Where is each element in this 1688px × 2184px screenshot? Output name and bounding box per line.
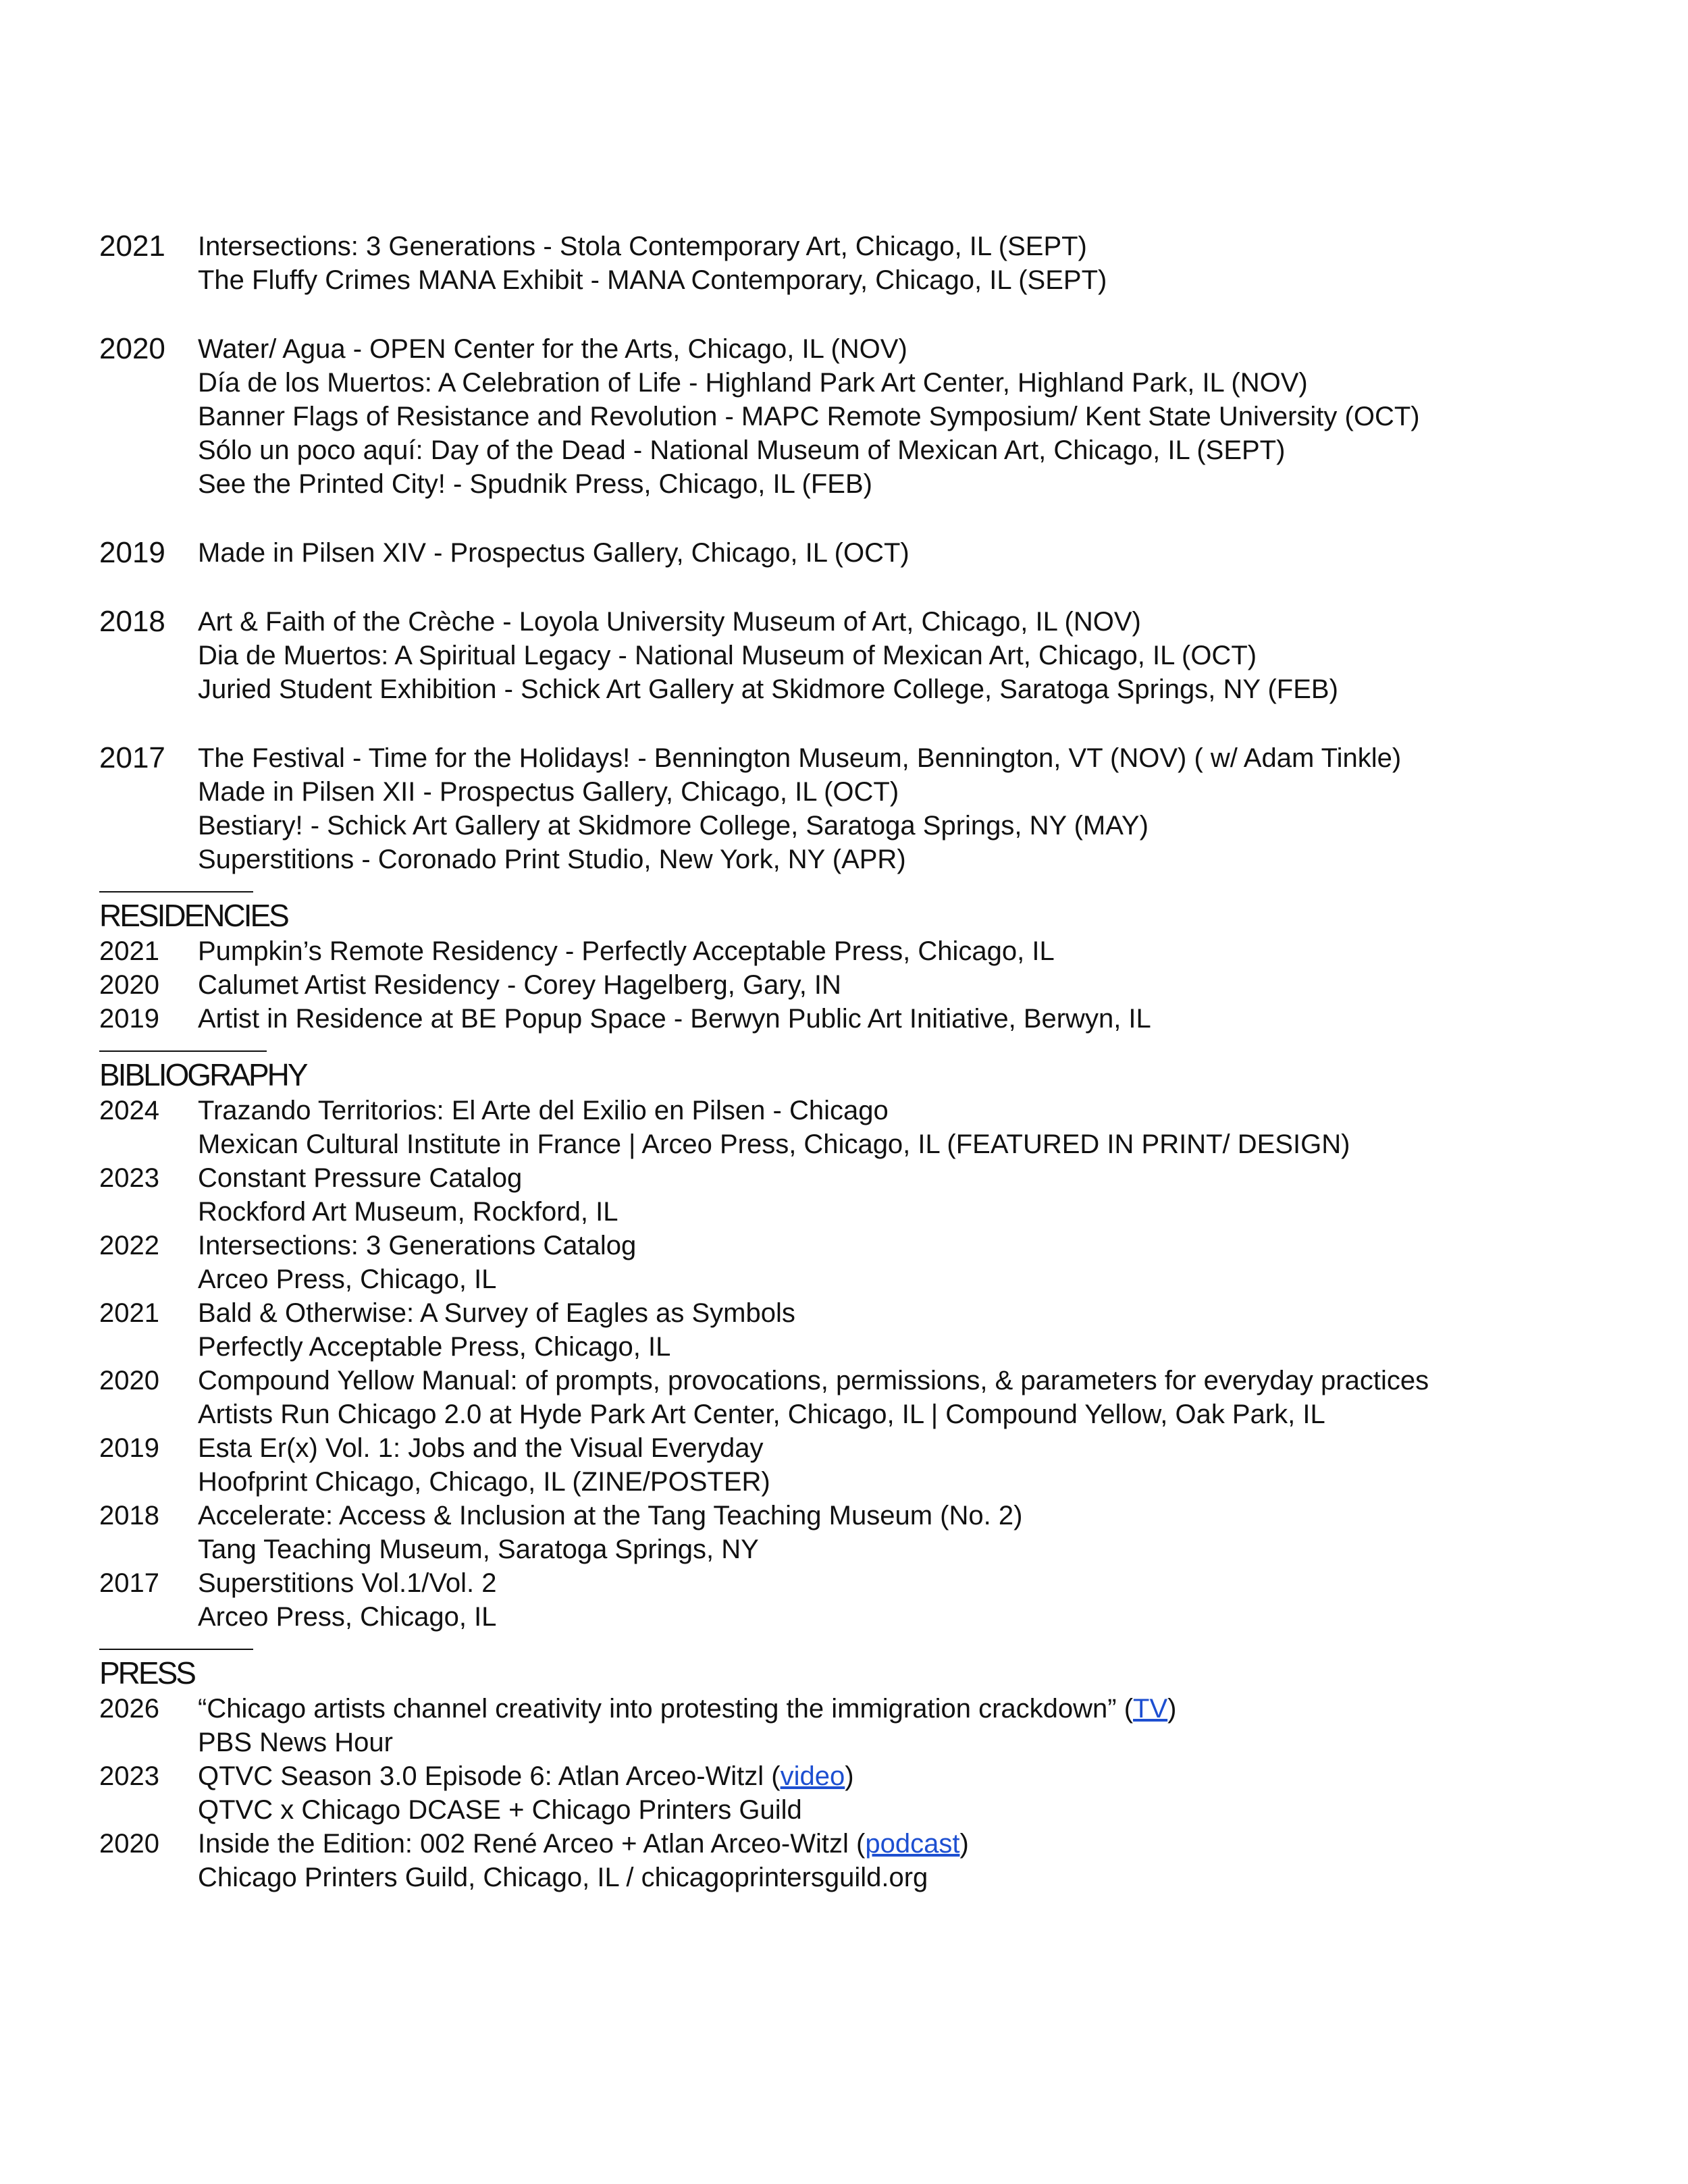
- bibliography-year: 2019: [99, 1433, 159, 1463]
- exhibition-line: [99, 843, 1618, 876]
- bibliography-year: 2022: [99, 1231, 159, 1260]
- exhibition-line: [99, 467, 1618, 501]
- bibliography-row: [99, 1330, 1618, 1364]
- press-year: 2026: [99, 1694, 159, 1724]
- spacer: [99, 706, 1618, 741]
- press-link-tv[interactable]: TV: [1133, 1694, 1168, 1724]
- exhibition-line: [99, 672, 1618, 706]
- exhibition-entry: Juried Student Exhibition - Schick Art Gallery at Skidmore College, Saratoga Springs, NY (FEB): [198, 674, 1338, 704]
- press-link-video[interactable]: video: [780, 1761, 845, 1791]
- bibliography-row: [99, 1533, 1618, 1566]
- exhibition-year-group: [99, 536, 1618, 570]
- press-title-close: ): [1167, 1694, 1177, 1724]
- bibliography-row: [99, 1262, 1618, 1296]
- exhibition-line: [99, 332, 1618, 366]
- bibliography-row: [99, 1296, 1618, 1330]
- bibliography-detail: Arceo Press, Chicago, IL: [198, 1602, 497, 1632]
- bibliography-row: [99, 1195, 1618, 1229]
- press-detail: QTVC x Chicago DCASE + Chicago Printers Guild: [198, 1795, 802, 1825]
- press-row: [99, 1861, 1618, 1894]
- bibliography-title: Compound Yellow Manual: of prompts, provocations, permissions, & parameters for everyday practices: [198, 1366, 1429, 1395]
- exhibition-year: 2017: [99, 741, 165, 774]
- bibliography-year: 2021: [99, 1298, 159, 1328]
- exhibition-line: [99, 775, 1618, 809]
- bibliography-row: [99, 1431, 1618, 1465]
- residency-entry: Pumpkin’s Remote Residency - Perfectly Acceptable Press, Chicago, IL: [198, 936, 1055, 966]
- exhibition-year-group: [99, 230, 1618, 297]
- bibliography-row: [99, 1499, 1618, 1533]
- bibliography-title: Superstitions Vol.1/Vol. 2: [198, 1568, 497, 1598]
- residency-year: 2019: [99, 1004, 159, 1034]
- press-title: [198, 1759, 854, 1793]
- residency-year: 2021: [99, 936, 159, 966]
- bibliography-detail: Hoofprint Chicago, Chicago, IL (ZINE/POSTER): [198, 1467, 770, 1497]
- residency-entry: Calumet Artist Residency - Corey Hagelberg, Gary, IN: [198, 970, 841, 1000]
- bibliography-detail: Rockford Art Museum, Rockford, IL: [198, 1197, 618, 1227]
- exhibition-entry: Bestiary! - Schick Art Gallery at Skidmore College, Saratoga Springs, NY (MAY): [198, 811, 1149, 841]
- exhibition-line: [99, 741, 1618, 775]
- cv-content: [99, 230, 1618, 1894]
- exhibition-line: [99, 536, 1618, 570]
- exhibition-entry: Dia de Muertos: A Spiritual Legacy - National Museum of Mexican Art, Chicago, IL (OCT): [198, 641, 1257, 670]
- exhibition-line: [99, 809, 1618, 843]
- press-title: [198, 1827, 969, 1861]
- exhibition-entry: Water/ Agua - OPEN Center for the Arts, Chicago, IL (NOV): [198, 334, 907, 364]
- bibliography-detail: Perfectly Acceptable Press, Chicago, IL: [198, 1332, 671, 1362]
- exhibition-year: 2019: [99, 536, 165, 569]
- section-heading-press: PRESS: [99, 1655, 194, 1690]
- bibliography-detail: Mexican Cultural Institute in France | Arceo Press, Chicago, IL (FEATURED IN PRINT/ DESIGN): [198, 1129, 1350, 1159]
- exhibition-line: [99, 605, 1618, 639]
- exhibition-year-group: [99, 741, 1618, 876]
- exhibition-entry: The Fluffy Crimes MANA Exhibit - MANA Contemporary, Chicago, IL (SEPT): [198, 265, 1107, 295]
- press-title-text: QTVC Season 3.0 Episode 6: Atlan Arceo-Witzl (: [198, 1761, 781, 1791]
- press-title: [198, 1692, 1176, 1726]
- exhibition-year: 2020: [99, 332, 165, 365]
- press-row: [99, 1692, 1618, 1726]
- exhibition-entry: Superstitions - Coronado Print Studio, New York, NY (APR): [198, 845, 906, 874]
- bibliography-row: [99, 1229, 1618, 1262]
- exhibition-year-group: [99, 605, 1618, 706]
- exhibition-entry: The Festival - Time for the Holidays! - Bennington Museum, Bennington, VT (NOV) ( w/ Adam Tinkle): [198, 743, 1402, 773]
- bibliography-year: 2023: [99, 1163, 159, 1193]
- exhibition-entry: See the Printed City! - Spudnik Press, Chicago, IL (FEB): [198, 469, 872, 499]
- press-detail: Chicago Printers Guild, Chicago, IL / chicagoprintersguild.org: [198, 1863, 928, 1892]
- bibliography-title: Trazando Territorios: El Arte del Exilio en Pilsen - Chicago: [198, 1096, 889, 1125]
- section-divider: [99, 1050, 267, 1052]
- bibliography-row: [99, 1566, 1618, 1600]
- press-row: [99, 1759, 1618, 1793]
- exhibition-entry: Sólo un poco aquí: Day of the Dead - National Museum of Mexican Art, Chicago, IL (SEPT): [198, 435, 1286, 465]
- bibliography-row: [99, 1397, 1618, 1431]
- residency-year: 2020: [99, 970, 159, 1000]
- press-row: [99, 1793, 1618, 1827]
- press-detail: PBS News Hour: [198, 1728, 393, 1757]
- residency-entry: Artist in Residence at BE Popup Space - Berwyn Public Art Initiative, Berwyn, IL: [198, 1004, 1151, 1034]
- exhibition-entry: Intersections: 3 Generations - Stola Contemporary Art, Chicago, IL (SEPT): [198, 232, 1087, 261]
- bibliography-row: [99, 1127, 1618, 1161]
- spacer: [99, 501, 1618, 536]
- spacer: [99, 297, 1618, 332]
- bibliography-row: [99, 1600, 1618, 1634]
- exhibition-year-group: [99, 332, 1618, 501]
- exhibition-entry: Banner Flags of Resistance and Revolution - MAPC Remote Symposium/ Kent State University (OCT): [198, 402, 1420, 431]
- bibliography-detail: Artists Run Chicago 2.0 at Hyde Park Art Center, Chicago, IL | Compound Yellow, Oak Park, IL: [198, 1400, 1325, 1429]
- bibliography-row: [99, 1161, 1618, 1195]
- bibliography-row: [99, 1364, 1618, 1397]
- exhibitions-section: [99, 230, 1618, 876]
- exhibition-year: 2021: [99, 230, 165, 263]
- exhibition-line: [99, 433, 1618, 467]
- press-title-text: Inside the Edition: 002 René Arceo + Atlan Arceo-Witzl (: [198, 1829, 866, 1859]
- bibliography-title: Accelerate: Access & Inclusion at the Tang Teaching Museum (No. 2): [198, 1501, 1023, 1530]
- exhibition-line: [99, 230, 1618, 263]
- exhibition-line: [99, 400, 1618, 433]
- bibliography-section: [99, 1050, 1618, 1634]
- residency-row: [99, 934, 1618, 968]
- bibliography-title: Intersections: 3 Generations Catalog: [198, 1231, 637, 1260]
- bibliography-title: Bald & Otherwise: A Survey of Eagles as Symbols: [198, 1298, 795, 1328]
- section-divider: [99, 891, 253, 893]
- bibliography-year: 2020: [99, 1366, 159, 1395]
- press-row: [99, 1827, 1618, 1861]
- bibliography-detail: Tang Teaching Museum, Saratoga Springs, NY: [198, 1535, 759, 1564]
- exhibition-entry: Art & Faith of the Crèche - Loyola University Museum of Art, Chicago, IL (NOV): [198, 607, 1141, 637]
- exhibition-entry: Made in Pilsen XIV - Prospectus Gallery, Chicago, IL (OCT): [198, 538, 909, 568]
- bibliography-detail: Arceo Press, Chicago, IL: [198, 1264, 497, 1294]
- bibliography-title: Esta Er(x) Vol. 1: Jobs and the Visual Everyday: [198, 1433, 764, 1463]
- press-title-close: ): [845, 1761, 854, 1791]
- exhibition-line: [99, 366, 1618, 400]
- residency-row: [99, 968, 1618, 1002]
- press-link-podcast[interactable]: podcast: [865, 1829, 960, 1859]
- press-row: [99, 1726, 1618, 1759]
- section-heading-residencies: RESIDENCIES: [99, 898, 288, 933]
- exhibition-line: [99, 639, 1618, 672]
- section-heading-bibliography: BIBLIOGRAPHY: [99, 1057, 307, 1092]
- bibliography-title: Constant Pressure Catalog: [198, 1163, 523, 1193]
- exhibition-entry: Made in Pilsen XII - Prospectus Gallery, Chicago, IL (OCT): [198, 777, 899, 807]
- press-year: 2020: [99, 1829, 159, 1859]
- exhibition-year: 2018: [99, 605, 165, 638]
- residencies-section: [99, 891, 1618, 1036]
- bibliography-row: [99, 1094, 1618, 1127]
- section-divider: [99, 1649, 253, 1650]
- bibliography-year: 2024: [99, 1096, 159, 1125]
- bibliography-year: 2017: [99, 1568, 159, 1598]
- press-section: [99, 1649, 1618, 1894]
- press-title-text: “Chicago artists channel creativity into protesting the immigration crackdown” (: [198, 1694, 1134, 1724]
- spacer: [99, 570, 1618, 605]
- bibliography-row: [99, 1465, 1618, 1499]
- residency-row: [99, 1002, 1618, 1036]
- press-year: 2023: [99, 1761, 159, 1791]
- exhibition-line: [99, 263, 1618, 297]
- press-title-close: ): [959, 1829, 969, 1859]
- exhibition-entry: Día de los Muertos: A Celebration of Life - Highland Park Art Center, Highland Park, IL (NOV): [198, 368, 1308, 398]
- bibliography-year: 2018: [99, 1501, 159, 1530]
